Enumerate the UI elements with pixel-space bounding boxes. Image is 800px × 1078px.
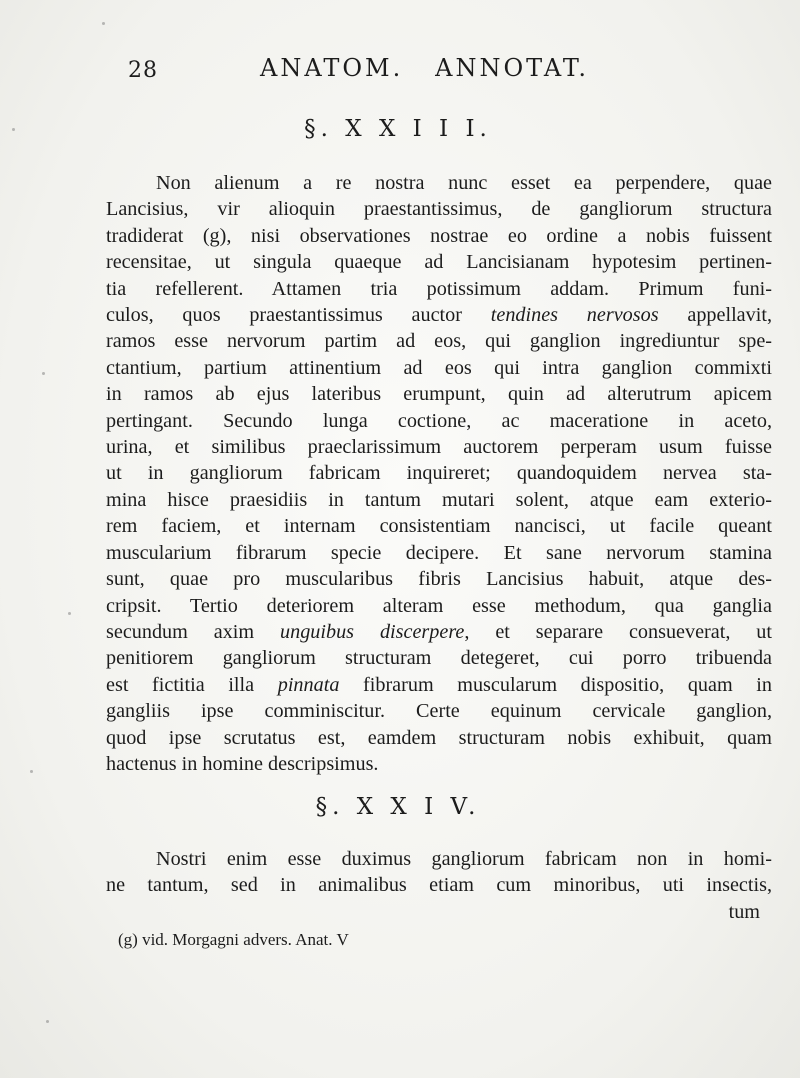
- text-line: ramos esse nervorum partim ad eos, qui ganglion ingrediuntur spe-: [106, 330, 772, 353]
- text-line: pertingant. Secundo lunga coctione, ac maceratione in aceto,: [106, 409, 772, 432]
- text-line: ctantium, partium attinentium ad eos qui intra ganglion commixti: [106, 356, 772, 379]
- text-line: penitiorem gangliorum structuram detegeret, cui porro tribuenda: [106, 647, 772, 670]
- text-line: muscularium fibrarum specie decipere. Et sane nervorum stamina: [106, 541, 772, 564]
- paper-speck: [12, 128, 15, 131]
- text-line: hactenus in homine descripsimus.: [106, 752, 379, 775]
- text-line: cripsit. Tertio deteriorem alteram esse methodum, qua ganglia: [106, 594, 772, 617]
- text-line: est fictitia illa pinnata fibrarum muscularum dispositio, quam in: [106, 673, 773, 696]
- paragraph-section-xxiii: [106, 170, 772, 777]
- text-line: rem faciem, et internam consistentiam nancisci, ut facile queant: [106, 515, 772, 538]
- text-line: Lancisius, vir alioquin praestantissimus, de gangliorum structura: [106, 198, 772, 221]
- running-title: ANATOM. ANNOTAT.: [260, 54, 589, 82]
- text-line: tia refellerent. Attamen tria potissimum addam. Primum funi-: [106, 277, 772, 300]
- text-line: secundum axim unguibus discerpere, et separare consueverat, ut: [106, 620, 772, 643]
- paper-speck: [42, 372, 45, 375]
- paragraph-section-xxiv: [106, 846, 772, 925]
- text-line: tradiderat (g), nisi observationes nostrae eo ordine a nobis fuissent: [106, 224, 772, 247]
- text-line: recensitae, ut singula quaeque ad Lancisianam hypotesim pertinen-: [106, 251, 772, 274]
- text-line: ne tantum, sed in animalibus etiam cum minoribus, uti insectis,: [106, 874, 772, 897]
- paper-speck: [30, 770, 33, 773]
- footnote: (g) vid. Morgagni advers. Anat. V: [118, 930, 349, 949]
- section-heading-xxiv: §. X X I V.: [315, 794, 481, 820]
- text-line: mina hisce praesidiis in tantum mutari solent, atque eam exterio-: [106, 488, 772, 511]
- section-heading-xxiii: §. X X I I I.: [304, 116, 492, 142]
- paper-speck: [68, 612, 71, 615]
- paper-speck: [102, 22, 105, 25]
- page-header: [0, 52, 800, 92]
- text-line: ut in gangliorum fabricam inquireret; quandoquidem nervea sta-: [106, 462, 772, 485]
- text-line: urina, et similibus praeclarissimum auctorem perperam usum fuisse: [106, 436, 772, 459]
- text-line: sunt, quae pro muscularibus fibris Lancisius habuit, atque des-: [106, 568, 772, 591]
- text-line: Non alienum a re nostra nunc esset ea perpendere, quae: [156, 172, 772, 194]
- text-line: tum: [728, 900, 760, 923]
- text-line: Nostri enim esse duximus gangliorum fabricam non in homi-: [156, 848, 772, 870]
- text-line: quod ipse scrutatus est, eamdem structuram nobis exhibuit, quam: [106, 726, 772, 749]
- text-line: gangliis ipse comminiscitur. Certe equinum cervicale ganglion,: [106, 700, 772, 723]
- text-line: in ramos ab ejus lateribus erumpunt, quin ad alterutrum apicem: [106, 383, 772, 406]
- page-number: 28: [128, 58, 158, 83]
- text-line: culos, quos praestantissimus auctor tendines nervosos appellavit,: [106, 304, 773, 327]
- paper-speck: [46, 1020, 49, 1023]
